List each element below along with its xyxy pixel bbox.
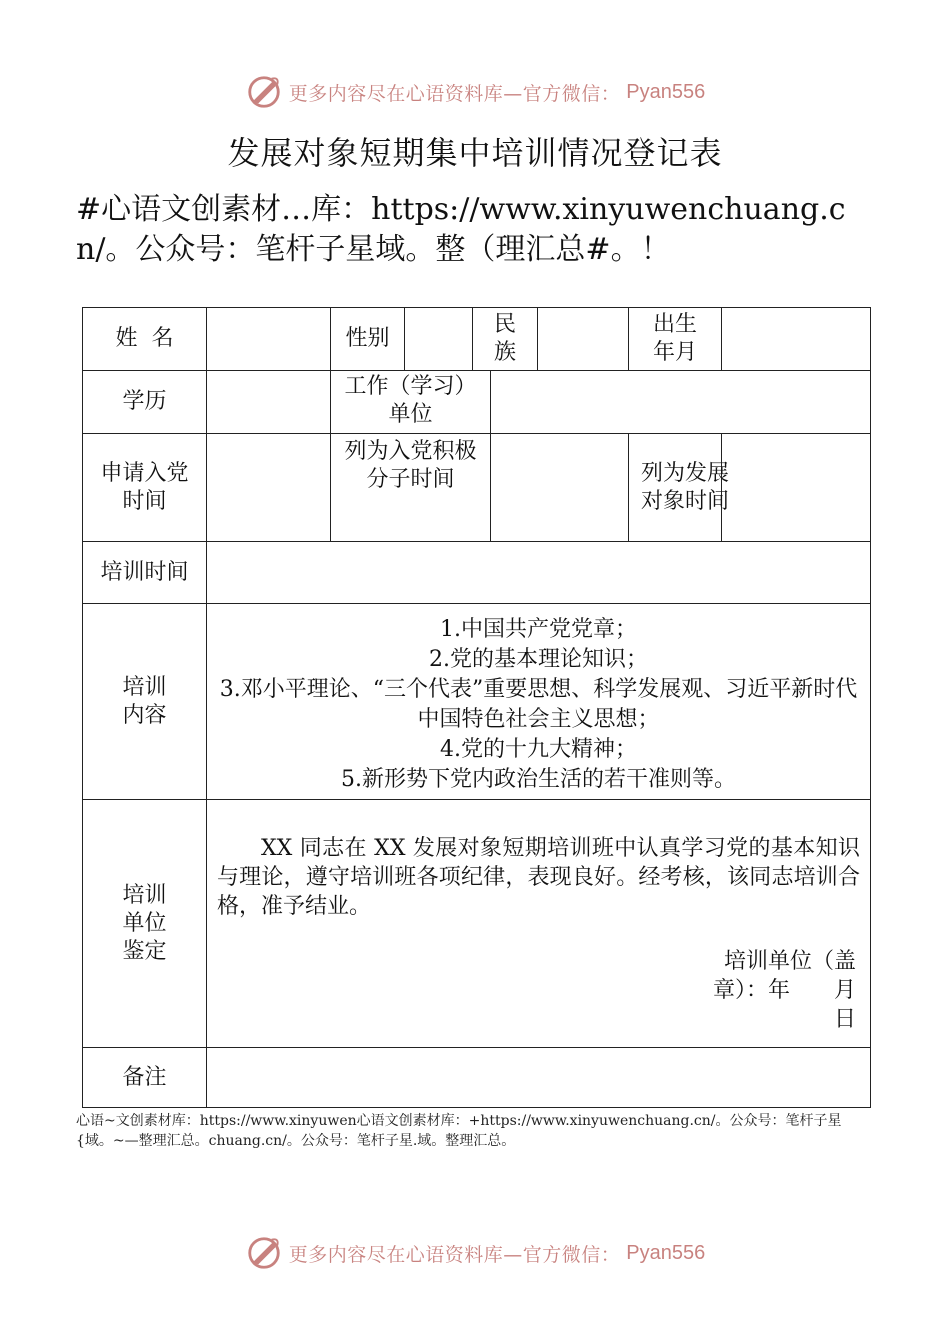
appraisal-signature	[217, 947, 860, 1034]
training-time-field[interactable]	[207, 542, 871, 604]
footer-watermark-note: 心语~文创素材库：https://www.xinyuwen心语文创素材库：+https://www.xinyuwenchuang.cn/。公众号：笔杆子星{域。~—整理汇总。chuang.cn/。公众号：笔杆子星.域。整理汇总。	[76, 1113, 842, 1149]
brand-logo-icon	[245, 1234, 283, 1272]
activist-date-field[interactable]	[491, 434, 629, 542]
form-row-training-time	[83, 542, 871, 604]
page-title: 发展对象短期集中培训情况登记表	[227, 134, 723, 172]
training-content-cell	[207, 604, 871, 800]
appraisal-cell	[207, 800, 871, 1048]
candidate-date-field[interactable]	[722, 434, 871, 542]
name-label: 姓 名	[83, 308, 207, 371]
candidate-label-text: 列为发展对象时间	[640, 460, 729, 514]
appraisal-body	[211, 814, 866, 1034]
form-row-party-dates	[83, 434, 871, 542]
birth-label	[629, 308, 722, 371]
remarks-label: 备注	[83, 1048, 207, 1108]
ethnicity-field[interactable]	[538, 308, 629, 371]
name-field[interactable]	[207, 308, 331, 371]
brand-logo-icon	[245, 73, 283, 111]
appraisal-label	[83, 800, 207, 1048]
apply-date-field[interactable]	[207, 434, 331, 542]
signature-line: 日	[833, 1006, 856, 1032]
header-banner	[0, 72, 950, 112]
form-row-education	[83, 371, 871, 434]
footer-banner-wechat-id: Pyan556	[626, 1241, 706, 1264]
ethnicity-label-text: 民族	[493, 312, 516, 365]
education-label: 学历	[83, 371, 207, 434]
footer-banner-text: 更多内容尽在心语资料库—官方微信：	[288, 1243, 621, 1266]
training-time-label: 培训时间	[83, 542, 207, 604]
form-row-remarks	[83, 1048, 871, 1108]
list-item: 4.党的十九大精神；	[440, 736, 637, 762]
signature-line: 章）：年 月	[712, 977, 856, 1003]
footer-banner	[0, 1233, 950, 1273]
work-unit-label: 工作（学习）单位	[331, 371, 491, 434]
signature-line: 培训单位（盖	[723, 948, 856, 974]
registration-form-table	[82, 307, 871, 1108]
birth-field[interactable]	[722, 308, 871, 371]
banner-text: 更多内容尽在心语资料库—官方微信：	[288, 82, 621, 105]
apply-label-text: 申请入党时间	[100, 460, 189, 514]
remarks-field[interactable]	[207, 1048, 871, 1108]
appraisal-label-text: 培训单位鉴定	[122, 882, 167, 964]
gender-field[interactable]	[405, 308, 473, 371]
birth-label-text: 出生年月	[652, 312, 697, 365]
training-content-list	[211, 609, 866, 795]
gender-label: 性别	[331, 308, 405, 371]
candidate-label	[629, 434, 729, 542]
banner-wechat-id: Pyan556	[626, 80, 706, 103]
ethnicity-label	[473, 308, 538, 371]
list-item: 3.邓小平理论、“三个代表”重要思想、科学发展观、习近平新时代中国特色社会主义思想；	[219, 676, 858, 732]
training-content-label-text: 培训内容	[122, 674, 167, 728]
list-item: 5.新形势下党内政治生活的若干准则等。	[341, 766, 736, 792]
education-field[interactable]	[207, 371, 331, 434]
work-unit-field[interactable]	[491, 371, 871, 434]
form-row-basic-info	[83, 308, 871, 371]
watermark-text: #心语文创素材…库：https://www.xinyuwenchuang.cn/。公众号：笔杆子星域。整（理汇总#。！	[76, 192, 846, 267]
list-item: 2.党的基本理论知识；	[429, 646, 648, 672]
list-item: 1.中国共产党党章；	[440, 616, 637, 642]
form-row-appraisal	[83, 800, 871, 1048]
form-row-training-content	[83, 604, 871, 800]
appraisal-text: XX 同志在 XX 发展对象短期培训班中认真学习党的基本知识与理论，遵守培训班各项纪律，表现良好。经考核，该同志培训合格，准予结业。	[217, 835, 860, 919]
apply-label	[83, 434, 207, 542]
activist-label: 列为入党积极分子时间	[331, 434, 491, 542]
training-content-label	[83, 604, 207, 800]
